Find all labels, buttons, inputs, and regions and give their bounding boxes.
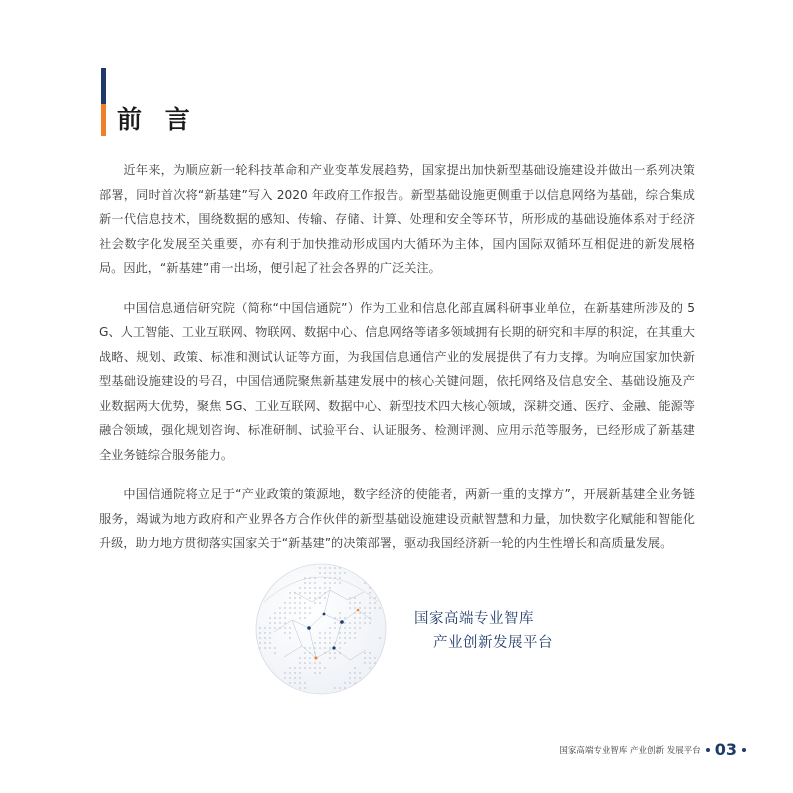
slogan-line-1: 国家高端专业智库 [414,611,534,627]
globe-network-graphic [254,562,388,696]
page-title: 前 言 [117,105,197,134]
slogan-line-2: 产业创新发展平台 [433,635,553,651]
title-accent-bar-orange [101,104,106,136]
footer-dot-right [742,748,746,752]
preface-body [99,158,695,571]
footer-text: 国家高端专业智库 产业创新 发展平台 [559,745,701,756]
page-footer [559,740,746,759]
title-accent-bar-blue [101,68,106,104]
paragraph-1: 近年来，为顺应新一轮科技革命和产业变革发展趋势，国家提出加快新型基础设施建设并做出一系列决策部署，同时首次将“新基建”写入 2020 年政府工作报告。新型基础设施更侧重于以信息网络为基础，综合集成新一代信息技术，围绕数据的感知、传输、存储、计算、处理和安全等环节，所形成的基础设施体系对于经济社会数字化发展至关重要，亦有利于加快推动形成国内大循环为主体，国内国际双循环互相促进的新发展格局。因此，“新基建”甫一出场，便引起了社会各界的广泛关注。 [99,163,695,275]
paragraph-2: 中国信息通信研究院（简称“中国信通院”）作为工业和信息化部直属科研事业单位，在新基建所涉及的 5G、人工智能、工业互联网、物联网、数据中心、信息网络等诸多领域拥有长期的研究和丰厚的积淀，在其重大战略、规划、政策、标准和测试认证等方面，为我国信息通信产业的发展提供了有力支撑。为响应国家加快新型基础设施建设的号召，中国信通院聚焦新基建发展中的核心关键问题，依托网络及信息安全、基础设施及产业数据两大优势，聚焦 5G、工业互联网、数据中心、新型技术四大核心领域，深耕交通、医疗、金融、能源等融合领域，强化规划咨询、标准研制、试验平台、认证服务、检测评测、应用示范等服务，已经形成了新基建全业务链综合服务能力。 [99,300,695,462]
paragraph-3: 中国信通院将立足于“产业政策的策源地，数字经济的使能者，两新一重的支撑方”，开展新基建全业务链服务，竭诚为地方政府和产业界各方合作伙伴的新型基础设施建设贡献智慧和力量，加快数字化赋能和智能化升级，助力地方贯彻落实国家关于“新基建”的决策部署，驱动我国经济新一轮的内生性增长和高质量发展。 [99,487,695,550]
slogan [414,607,553,655]
footer-dot-left [706,748,710,752]
page-number: 03 [714,740,737,759]
